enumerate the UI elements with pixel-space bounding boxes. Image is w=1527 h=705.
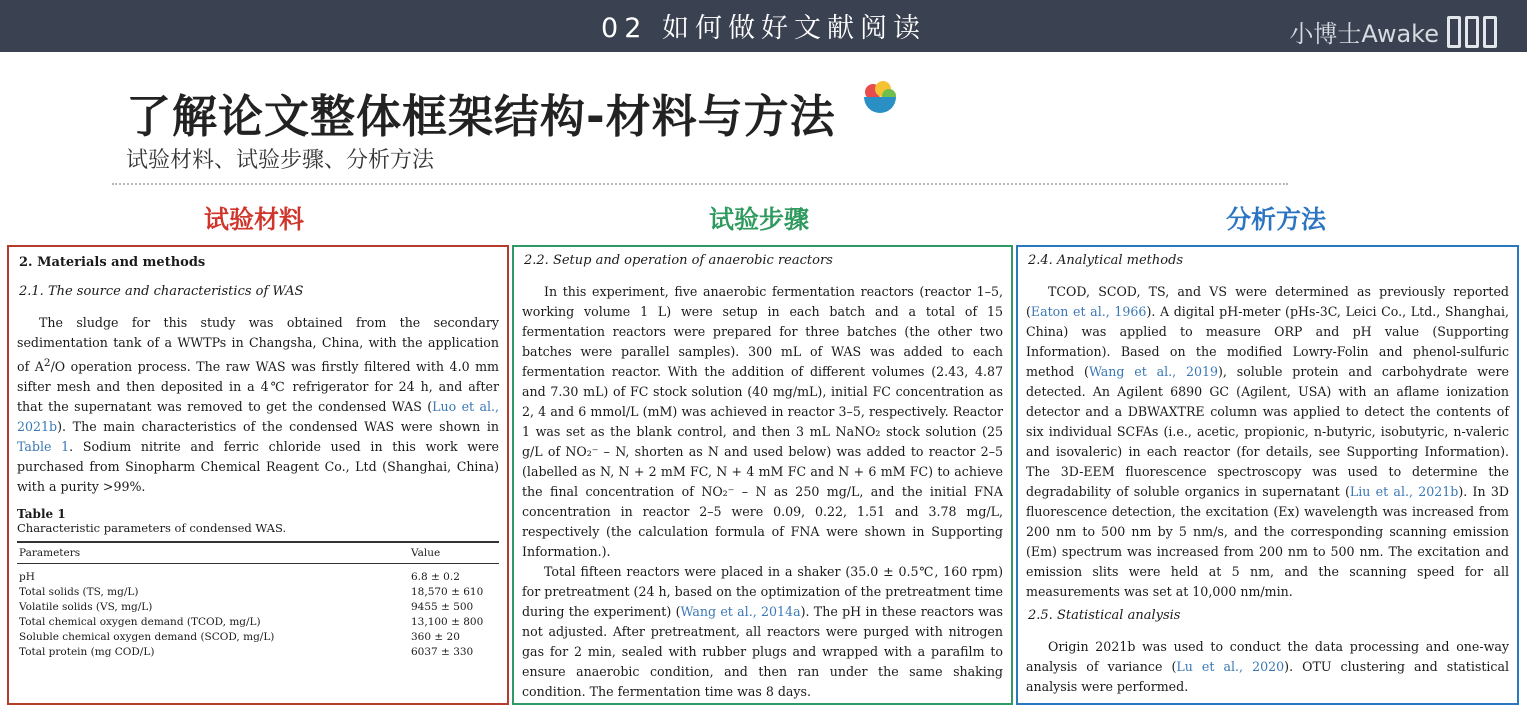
cell: 9455 ± 500 <box>411 600 474 613</box>
cell: Total chemical oxygen demand (TCOD, mg/L) <box>19 615 261 628</box>
table-row <box>17 570 499 585</box>
table-row <box>17 615 499 630</box>
column-header: Parameters <box>17 542 409 564</box>
subsection-heading: 2.1. The source and characteristics of WAS <box>19 284 304 299</box>
citation-link[interactable]: Wang et al., 2019 <box>1088 364 1219 379</box>
citation-link[interactable]: Luo et al., 2021b <box>17 399 500 435</box>
top-banner <box>0 0 1527 52</box>
citation-link[interactable]: Wang et al., 2014a <box>680 604 801 619</box>
subsection-heading: 2.4. Analytical methods <box>1028 253 1184 268</box>
cell: Volatile solids (VS, mg/L) <box>19 600 153 613</box>
cell: Total protein (mg COD/L) <box>19 645 155 658</box>
cell: 13,100 ± 800 <box>411 615 484 628</box>
text: ). In 3D fluorescence detection, the excitation (Ex) wavelength was increased from 200 nm to 500 nm by 5 nm/s, and the corresponding scanning emission (Em) spectrum was increased from 200 nm to 500 nm. The excitation and emission slits were held at 5 nm, and the scanning speed for all measurements was set at 10,000 nm/min. <box>1026 484 1509 599</box>
text: ). The main characteristics of the condensed WAS were shown in <box>57 419 499 435</box>
materials-panel <box>7 245 509 705</box>
banner-title: 02 如何做好文献阅读 <box>601 13 926 44</box>
subsection-heading: 2.2. Setup and operation of anaerobic reactors <box>524 253 833 268</box>
slide-title: 了解论文整体框架结构-材料与方法 <box>126 90 836 143</box>
procedure-panel <box>512 245 1013 705</box>
text: ). OTU clustering and statistical analysis were performed. <box>1026 659 1509 694</box>
paragraph: In this experiment, five anaerobic fermentation reactors (reactor 1–5, working volume 1 L) were setup in each batch and a total of 15 fermentation reactors were prepared for three batches (the other two batches were parallel samples). 300 mL of WAS was added to each fermentation reactor. With the addition of different volumes (2.43, 4.87 and 7.30 mL) of FC stock solution (40 mg/mL), initial FC concentration as 2, 4 and 6 mmol/L (mM) was achieved in reactor 3–5, respectively. Reactor 1 was set as the blank control, and then 3 mL NaNO₂ stock solution (25 g/L of NO₂⁻ – N, shorten as N and used below) was added to reactor 2–5 (labelled as N, N + 2 mM FC, N + 4 mM FC and N + 6 mM FC) to achieve the final concentration of NO₂⁻ – N as 250 mg/L, and the initial FNA concentration in reactor 2–5 were 0.09, 0.22, 1.51 and 3.78 mg/L, respectively (the calculation formula of FNA were shown in Supporting Information.). <box>522 284 1003 559</box>
text: /O operation process. The raw WAS was firstly filtered with 4.0 mm sifter mesh and then deposited in a 4℃ refrigerator for 24 h, and after that the supernatant was removed to get the condensed WAS ( <box>17 359 500 415</box>
cell: pH <box>19 570 35 583</box>
table-header-row <box>17 542 499 564</box>
citation-link[interactable]: Lu et al., 2020 <box>1176 659 1285 674</box>
text: Total fifteen reactors were placed in a shaker (35.0 ± 0.5℃, 160 rpm) for pretreatment (24 h, based on the optimization of the pretreatment time during the experiment) ( <box>522 564 1003 619</box>
table-row <box>17 645 499 660</box>
cell: Total solids (TS, mg/L) <box>19 585 139 598</box>
text: Origin 2021b was used to conduct the data processing and one-way analysis of variance ( <box>1026 639 1509 674</box>
paragraph <box>17 313 499 497</box>
paragraph <box>1026 282 1509 602</box>
paragraph <box>522 562 1003 702</box>
citation-link[interactable]: Liu et al., 2021b <box>1349 484 1459 499</box>
table-row <box>17 600 499 615</box>
text: ). The pH in these reactors was not adjusted. After pretreatment, all reactors were purged with nitrogen gas for 2 min, sealed with rubber plugs and wrapped with a parafilm to ensure anaerobic condition, and then ran under the same shaking condition. The fermentation time was 8 days. <box>522 604 1003 699</box>
text: . Sodium nitrite and ferric chloride used in this work were purchased from Sinopharm Chemical Reagent Co., Ltd (Shanghai, China) with a purity >99%. <box>17 439 499 495</box>
heading-materials: 试验材料 <box>203 205 304 234</box>
parameters-table <box>17 541 499 660</box>
slide-subtitle: 试验材料、试验步骤、分析方法 <box>126 148 435 173</box>
divider <box>112 183 1288 185</box>
heading-procedure: 试验步骤 <box>708 205 809 234</box>
text: TCOD, SCOD, TS, and VS were determined as previously reported ( <box>1026 284 1509 319</box>
text: ). A digital pH-meter (pHs-3C, Leici Co., Ltd., Shanghai, China) was applied to measure ORP and pH value (Supporting Information). Based on the modified Lowry-Folin and phenol-sulfuric method ( <box>1026 304 1509 379</box>
table-row <box>17 585 499 600</box>
table-title: Table 1 <box>17 507 66 522</box>
cell: 6.8 ± 0.2 <box>411 570 460 583</box>
cell: 360 ± 20 <box>411 630 460 643</box>
citation-link[interactable]: Eaton et al., 1966 <box>1030 304 1147 319</box>
table-row <box>17 630 499 645</box>
column-header: Value <box>409 542 499 564</box>
cell: 6037 ± 330 <box>411 645 474 658</box>
cell: 18,570 ± 610 <box>411 585 484 598</box>
text: ), soluble protein and carbohydrate were detected. An Agilent 6890 GC (Agilent, USA) with an aflame ionization detector and a DBWAXTRE column was applied to detect the contents of six individual SCFAs (i.e., acetic, propionic, n-butyric, isobutyric, n-valeric and isovaleric) in each reactor (for details, see Supporting Information). The 3D-EEM fluorescence spectroscopy was used to determine the degradability of soluble organics in supernatant ( <box>1026 364 1509 499</box>
watermark <box>1289 14 1497 49</box>
analysis-panel <box>1016 245 1519 705</box>
salad-bowl-icon <box>861 80 899 118</box>
cell: Soluble chemical oxygen demand (SCOD, mg/L) <box>19 630 275 643</box>
heading-analysis: 分析方法 <box>1225 205 1326 234</box>
table-caption: Characteristic parameters of condensed WAS. <box>17 521 287 536</box>
bilibili-logo-icon <box>1447 16 1497 48</box>
subsection-heading: 2.5. Statistical analysis <box>1028 608 1181 623</box>
watermark-text: 小博士Awake <box>1289 20 1439 48</box>
table-link[interactable]: Table 1 <box>17 439 70 455</box>
text: The sludge for this study was obtained from the secondary sedimentation tank of a WWTPs in Changsha, China, with the application of A <box>17 315 499 375</box>
superscript: 2 <box>43 357 51 369</box>
paragraph <box>1026 637 1509 697</box>
section-heading: 2. Materials and methods <box>19 255 206 270</box>
